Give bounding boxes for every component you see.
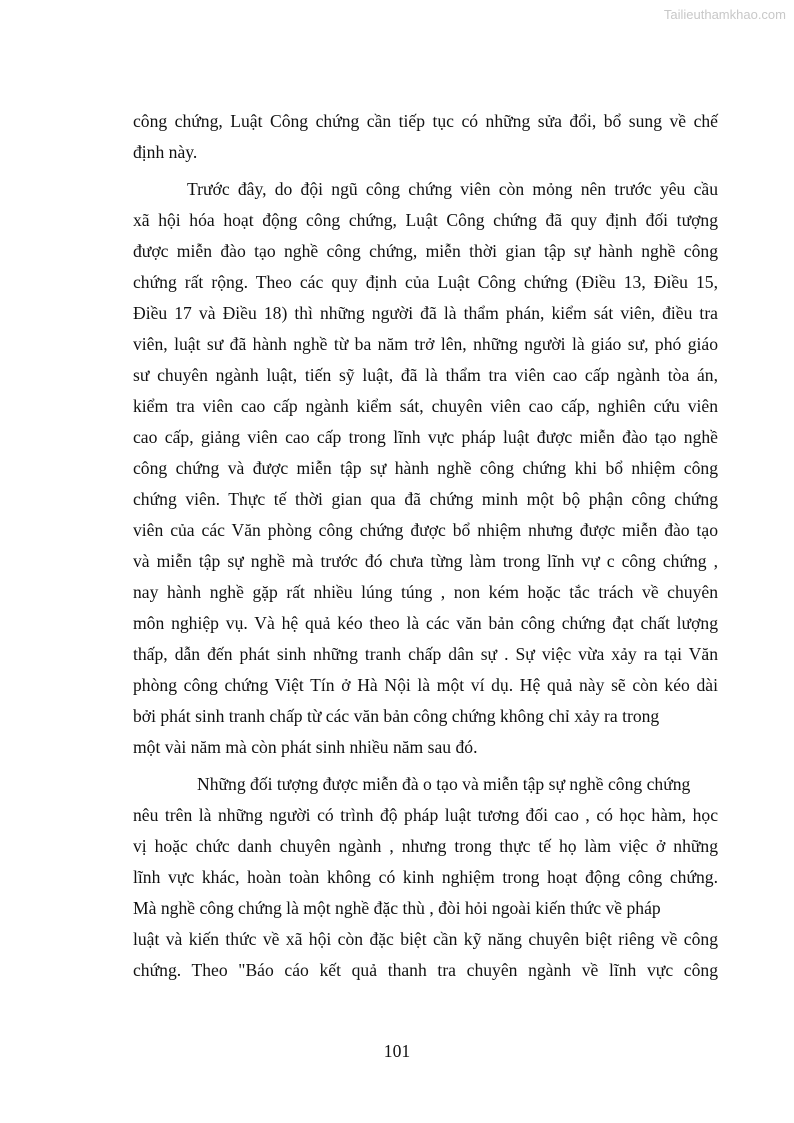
text-line: sư chuyên ngành luật, tiến sỹ luật, đã là thẩm tra viên cao cấp ngành tòa án, (133, 365, 718, 385)
text-line: Những đối tượng được miễn đà o tạo và miễn tập sự nghề công chứng (197, 774, 691, 794)
text-line: xã hội hóa hoạt động công chứng, Luật Công chứng đã quy định đối tượng (133, 210, 718, 230)
text-line: lĩnh vực khác, hoàn toàn không có kinh nghiệm trong hoạt động công chứng. (133, 867, 718, 887)
text-line: phòng công chứng Việt Tín ở Hà Nội là một ví dụ. Hệ quả này sẽ còn kéo dài (133, 675, 718, 695)
text-line: Điều 17 và Điều 18) thì những người đã là thẩm phán, kiểm sát viên, điều tra (133, 303, 718, 323)
text-line: công chứng, Luật Công chứng cần tiếp tục có những sửa đổi, bổ sung về chế (133, 111, 718, 131)
text-line: định này. (133, 142, 198, 162)
text-line: viên, luật sư đã hành nghề từ ba năm trở lên, những người là giáo sư, phó giáo (133, 334, 718, 354)
text-line: môn nghiệp vụ. Và hệ quả kéo theo là các văn bản công chứng đạt chất lượng (133, 613, 718, 633)
text-line: luật và kiến thức về xã hội còn đặc biệt cần kỹ năng chuyên biệt riêng về công (133, 929, 718, 949)
text-line: nay hành nghề gặp rất nhiều lúng túng , non kém hoặc tắc trách về chuyên (133, 582, 718, 602)
text-line: một vài năm mà còn phát sinh nhiều năm sau đó. (133, 737, 478, 757)
text-line: chứng viên. Thực tế thời gian qua đã chứng minh một bộ phận công chứng (133, 489, 718, 509)
text-line: vị hoặc chức danh chuyên ngành , nhưng trong thực tế họ làm việc ở những (133, 836, 718, 856)
text-line: nêu trên là những người có trình độ pháp luật tương đối cao , có học hàm, học (133, 805, 718, 825)
text-line: kiểm tra viên cao cấp ngành kiểm sát, chuyên viên cao cấp, nghiên cứu viên (133, 396, 718, 416)
text-line: và miễn tập sự nghề mà trước đó chưa từng làm trong lĩnh vự c công chứng , (133, 551, 718, 571)
text-line: chứng. Theo "Báo cáo kết quả thanh tra chuyên ngành về lĩnh vực công (133, 960, 718, 980)
text-line: cao cấp, giảng viên cao cấp trong lĩnh vực pháp luật được miễn đào tạo nghề (133, 427, 718, 447)
watermark-text: Tailieuthamkhao.com (663, 7, 786, 22)
text-line: viên của các Văn phòng công chứng được bổ nhiệm nhưng được miễn đào tạo (133, 520, 718, 540)
text-line: công chứng và được miễn tập sự hành nghề công chứng khi bổ nhiệm công (133, 458, 718, 478)
text-line: Trước đây, do đội ngũ công chứng viên còn mỏng nên trước yêu cầu (187, 179, 718, 199)
text-line: chứng rất rộng. Theo các quy định của Luật Công chứng (Điều 13, Điều 15, (133, 272, 718, 292)
page-number: 101 (383, 1041, 411, 1061)
text-line: được miễn đào tạo nghề công chứng, miễn thời gian tập sự hành nghề công (133, 241, 718, 261)
text-line: Mà nghề công chứng là một nghề đặc thù , đòi hỏi ngoài kiến thức về pháp (133, 898, 661, 918)
document-body (133, 106, 718, 986)
text-line: bởi phát sinh tranh chấp từ các văn bản công chứng không chỉ xảy ra trong (133, 706, 660, 726)
text-line: thấp, dẫn đến phát sinh những tranh chấp dân sự . Sự việc vừa xảy ra tại Văn (133, 644, 718, 664)
